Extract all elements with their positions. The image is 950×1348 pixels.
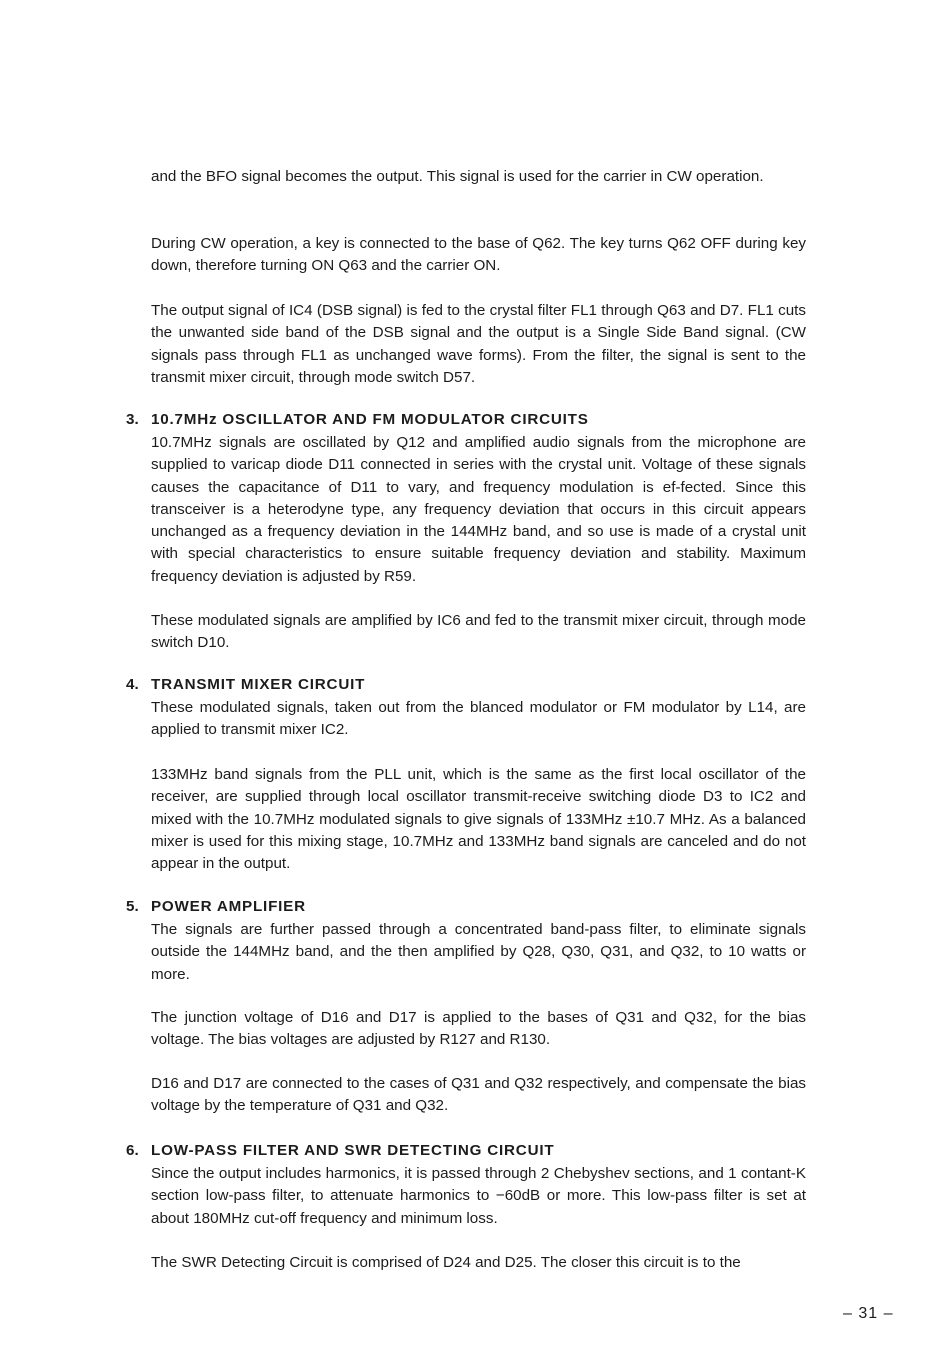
paragraph-power-amplifier-1: The signals are further passed through a concentrated band-pass filter, to eliminate signals outside the 144MHz band, and the then amplified by Q28, Q30, Q31, and Q32, to 10 watts or more. [151, 921, 806, 983]
paragraph-ic4-output: The output signal of IC4 (DSB signal) is fed to the crystal filter FL1 through Q63 and D7. FL1 cuts the unwanted side band of the DSB signal and the output is a Single Side Band signal. (CW signals pass through FL1 as unchanged wave forms). From the filter, the signal is sent to the transmit mixer circuit, through mode switch D57. [151, 302, 806, 386]
section-heading-low-pass-filter [126, 1140, 806, 1162]
section-number: 3. [126, 411, 139, 428]
section-heading-power-amplifier [126, 896, 806, 918]
section-title: LOW-PASS FILTER AND SWR DETECTING CIRCUIT [151, 1142, 555, 1159]
page-number: – 31 – [843, 1305, 894, 1322]
paragraph-power-amplifier-2: The junction voltage of D16 and D17 is applied to the bases of Q31 and Q32, for the bias voltage. The bias voltages are adjusted by R127 and R130. [151, 1009, 806, 1049]
section-title: TRANSMIT MIXER CIRCUIT [151, 676, 366, 693]
paragraph-transmit-mixer-1: These modulated signals, taken out from the blanced modulator or FM modulator by L14, are applied to transmit mixer IC2. [151, 699, 806, 739]
section-heading-transmit-mixer [126, 674, 806, 696]
section-number: 6. [126, 1142, 139, 1159]
paragraph-low-pass-filter-1: Since the output includes harmonics, it is passed through 2 Chebyshev sections, and 1 contant-K section low-pass filter, to attenuate harmonics to −60dB or more. This low-pass filter is set at about 180MHz cut-off frequency and minimum loss. [151, 1165, 806, 1227]
section-number: 4. [126, 676, 139, 693]
section-number: 5. [126, 898, 139, 915]
paragraph-cw-operation: During CW operation, a key is connected to the base of Q62. The key turns Q62 OFF during key down, therefore turning ON Q63 and the carrier ON. [151, 235, 806, 275]
section-title: 10.7MHz OSCILLATOR AND FM MODULATOR CIRCUITS [151, 411, 589, 428]
paragraph-swr-detecting: The SWR Detecting Circuit is comprised of D24 and D25. The closer this circuit is to the [151, 1254, 741, 1271]
paragraph-power-amplifier-3: D16 and D17 are connected to the cases of Q31 and Q32 respectively, and compensate the bias voltage by the temperature of Q31 and Q32. [151, 1075, 806, 1115]
paragraph-transmit-mixer-2: 133MHz band signals from the PLL unit, which is the same as the first local oscillator of the receiver, are supplied through local oscillator transmit-receive switching diode D3 to IC2 and mixed with the 10.7MHz modulated signals to give signals of 133MHz ±10.7 MHz. As a balanced mixer is used for this mixing stage, 10.7MHz and 133MHz band signals are canceled and do not appear in the output. [151, 766, 806, 873]
paragraph-bfo-output: and the BFO signal becomes the output. This signal is used for the carrier in CW operation. [151, 168, 764, 185]
paragraph-oscillator-2: These modulated signals are amplified by IC6 and fed to the transmit mixer circuit, through mode switch D10. [151, 612, 806, 652]
paragraph-oscillator-1: 10.7MHz signals are oscillated by Q12 and amplified audio signals from the microphone are supplied to varicap diode D11 connected in series with the crystal unit. Voltage of these signals causes the capacitance of D11 to vary, and frequency modulation is ef-fected. Since this transceiver is a heterodyne type, any frequency deviation that occurs in this circuit appears unchanged as a frequency deviation in the 144MHz band, and so use is made of a crystal unit with special characteristics to ensure suitable frequency deviation and stability. Maximum frequency deviation is adjusted by R59. [151, 434, 806, 585]
section-title: POWER AMPLIFIER [151, 898, 306, 915]
section-heading-oscillator [126, 409, 806, 431]
